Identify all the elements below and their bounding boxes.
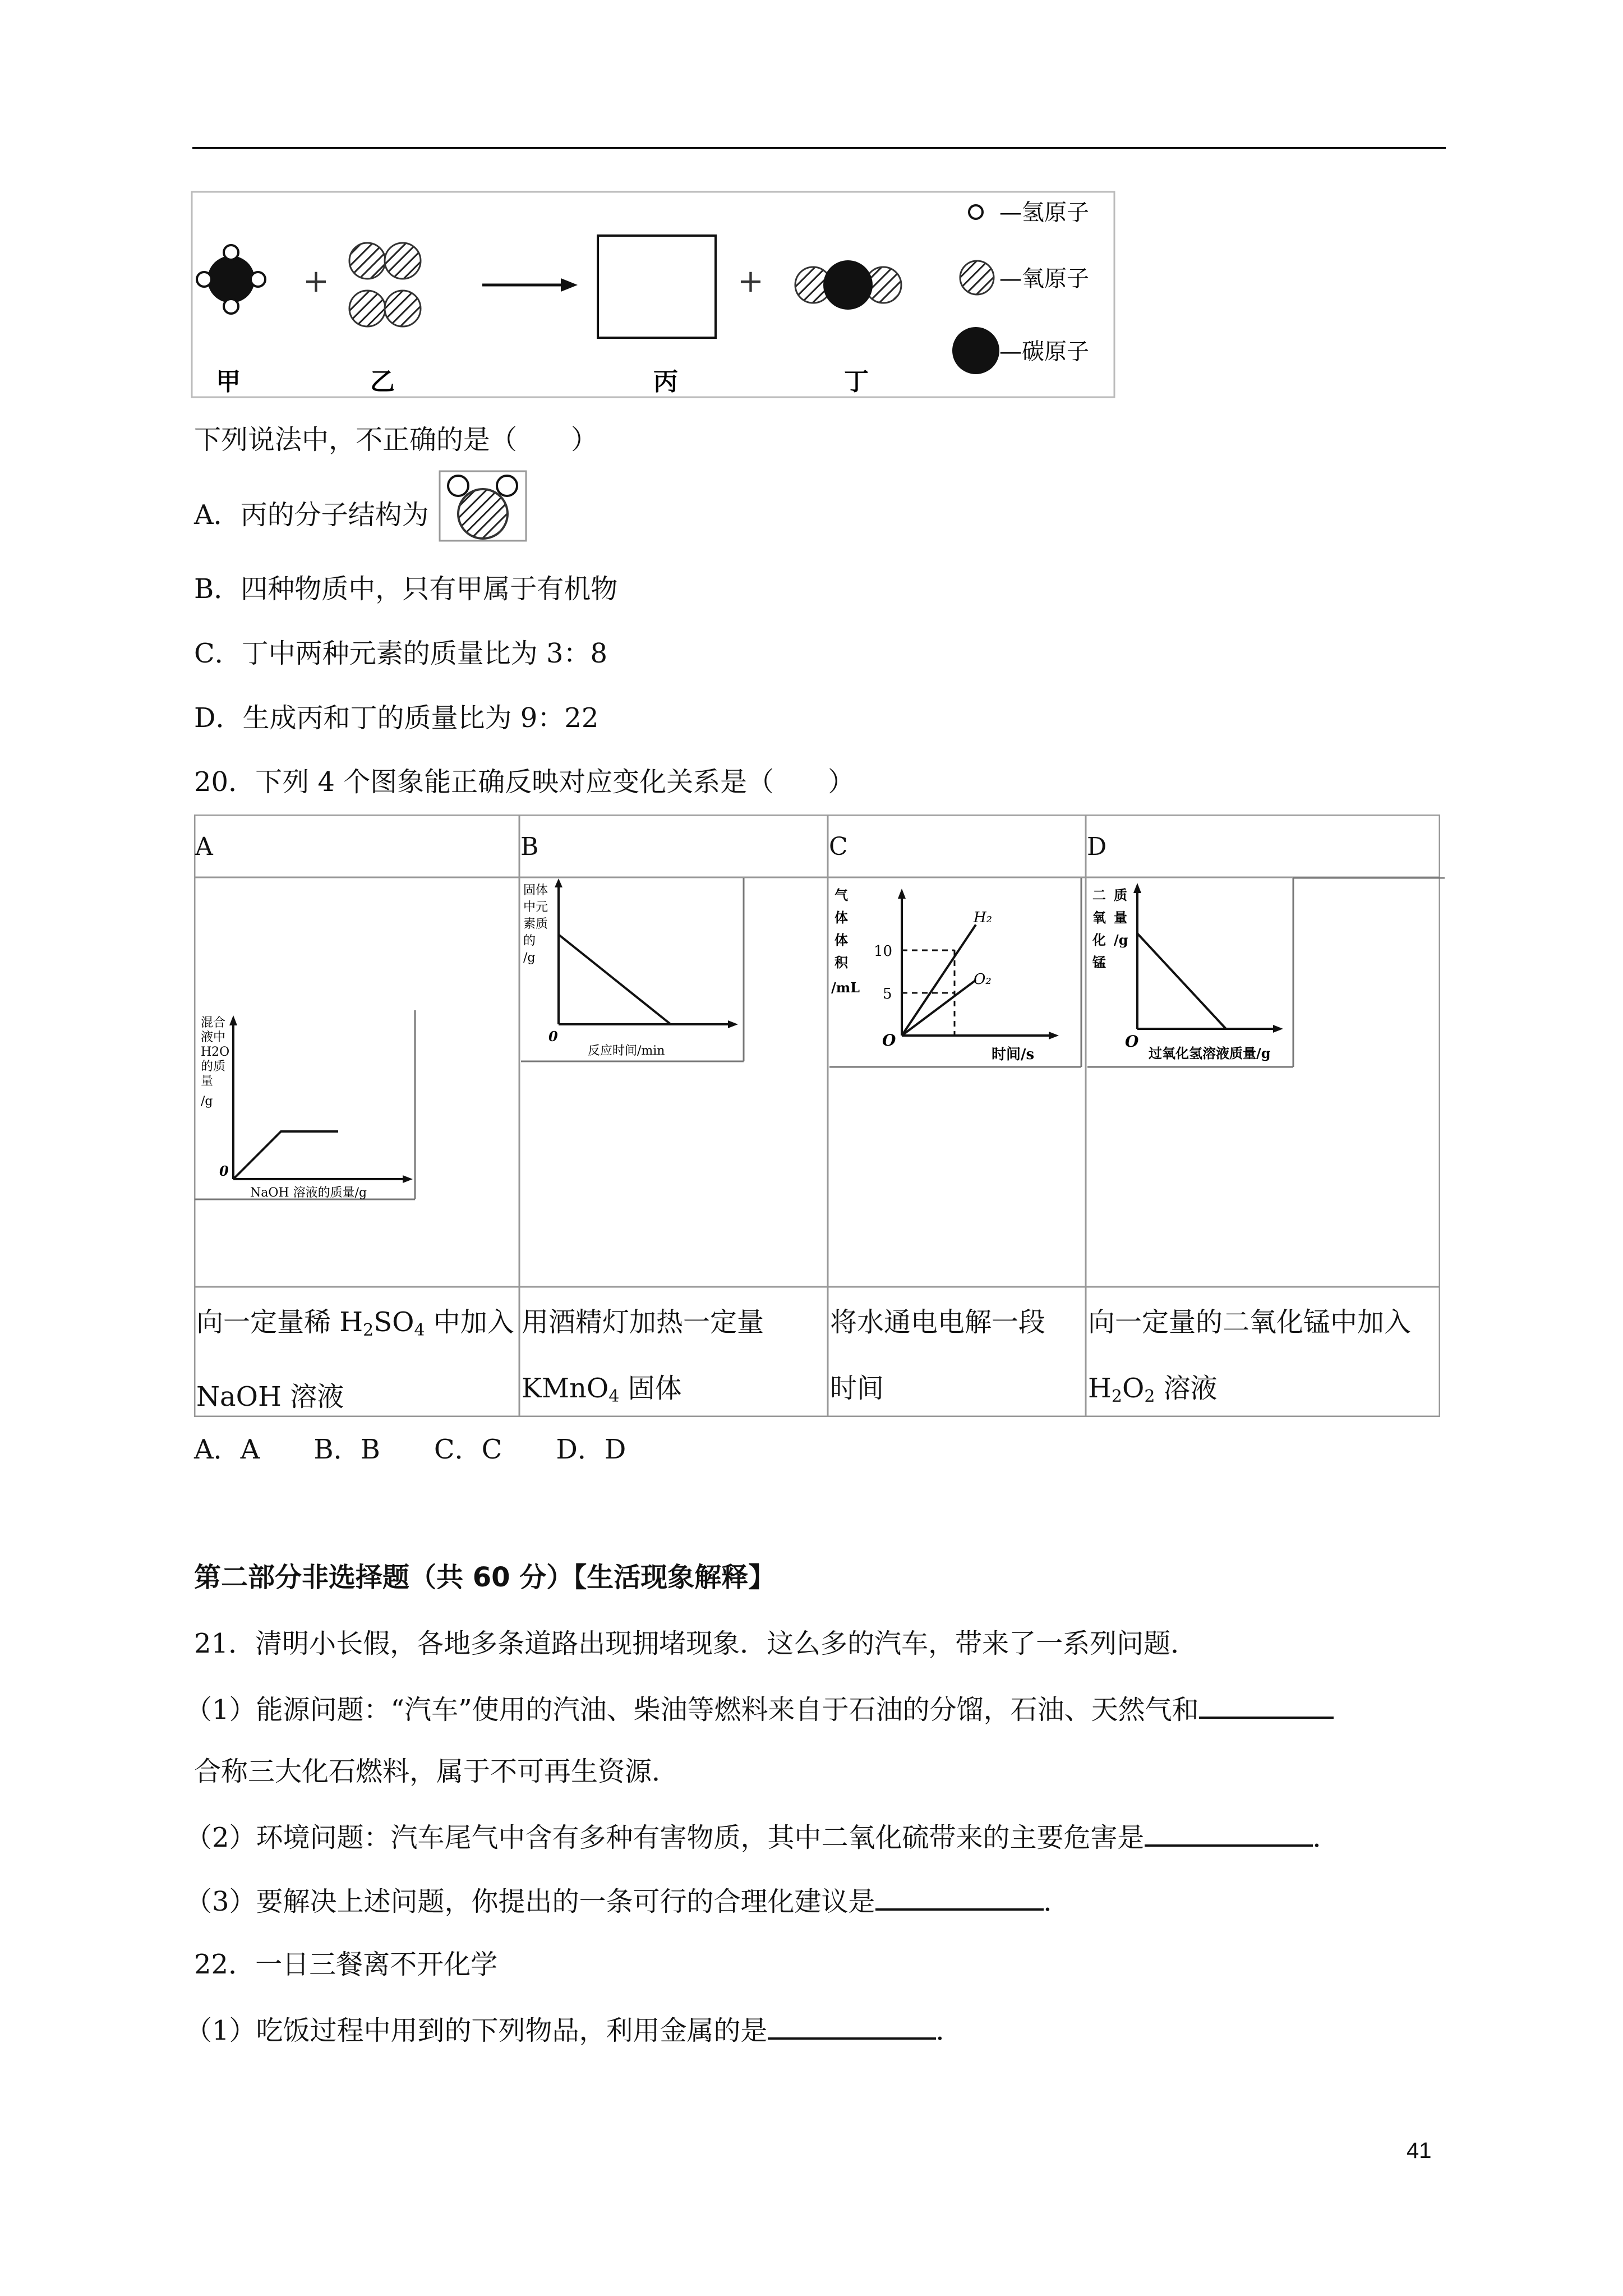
- label-jia: 甲: [216, 367, 241, 396]
- chart-b: [520, 877, 745, 1062]
- reaction-figure: [191, 191, 1116, 398]
- q19-option-b: B．四种物质中，只有甲属于有机物: [194, 573, 618, 605]
- svg-text:积: 积: [834, 954, 848, 970]
- carbon-atom-icon: [952, 327, 999, 374]
- h2-label: H₂: [974, 909, 993, 926]
- answer-blank[interactable]: [1145, 1820, 1313, 1847]
- series-line: [1137, 933, 1226, 1029]
- svg-text:质: 质: [1114, 887, 1127, 903]
- q20-answers: A．A B．B C．C D．D: [194, 1434, 626, 1465]
- svg-text:/g: /g: [201, 1094, 213, 1108]
- svg-text:丙: 丙: [653, 367, 678, 396]
- q19-option-d: D．生成丙和丁的质量比为 9：22: [194, 702, 599, 734]
- x-axis-label: 反应时间/min: [588, 1044, 665, 1058]
- chart-c: [829, 877, 1082, 1068]
- oxygen-molecules: [349, 243, 421, 326]
- empty-product-box: [598, 236, 716, 338]
- svg-text:中元: 中元: [523, 900, 548, 914]
- caption-b: 用酒精灯加热一定量 KMnO$_4$ 固体: [522, 1306, 764, 1406]
- bing-molecule-structure: [439, 470, 527, 542]
- col-a-label: A: [195, 832, 213, 861]
- y-axis-label: 气: [834, 887, 848, 903]
- svg-text:液中: 液中: [201, 1030, 226, 1045]
- svg-text:O: O: [1125, 1032, 1139, 1051]
- svg-text:乙: 乙: [370, 367, 395, 396]
- svg-text:氧: 氧: [1092, 909, 1106, 926]
- h2-series-line: [902, 924, 976, 1036]
- q22-stem: 22．一日三餐离不开化学: [194, 1949, 498, 1980]
- col-c-label: C: [829, 832, 848, 861]
- q19-stem: 下列说法中，不正确的是（ ）: [194, 424, 598, 455]
- hydrogen-atom-icon: [969, 205, 983, 219]
- col-d-label: D: [1087, 832, 1107, 861]
- chart-a: [194, 1010, 416, 1200]
- svg-text:H2O: H2O: [201, 1045, 230, 1059]
- svg-text:的质: 的质: [201, 1060, 226, 1074]
- q19-option-c: C．丁中两种元素的质量比为 3：8: [194, 638, 608, 669]
- svg-text:+: +: [737, 263, 764, 300]
- svg-text:化: 化: [1092, 932, 1106, 948]
- methane-molecule: [197, 245, 265, 314]
- q21-part3: （3）要解决上述问题，你提出的一条可行的合理化建议是 ．: [185, 1884, 1071, 1918]
- svg-text:素质: 素质: [523, 917, 548, 931]
- q19-option-a: A．丙的分子结构为: [194, 499, 429, 531]
- q21-part2: （2）环境问题：汽车尾气中含有多种有害物质，其中二氧化硫带来的主要危害是 ．: [185, 1820, 1340, 1855]
- q20-stem: 20．下列 4 个图象能正确反映对应变化关系是（ ）: [194, 766, 855, 798]
- oxygen-atom-icon: [960, 261, 994, 295]
- series-line: [559, 935, 671, 1024]
- carbon-dioxide-molecule: [795, 260, 901, 310]
- caption-d: 向一定量的二氧化锰中加入 $H_2O_2$ 溶液: [1088, 1306, 1412, 1406]
- x-axis-label: 过氧化氢溶液质量/g: [1149, 1045, 1271, 1061]
- svg-text:/mL: /mL: [831, 979, 860, 996]
- caption-a: 向一定量稀 $H_2SO_4$ 中加入 NaOH 溶液: [196, 1306, 514, 1412]
- o2-label: O₂: [974, 971, 992, 988]
- svg-text:量: 量: [1114, 909, 1127, 926]
- q21-stem: 21．清明小长假，各地多条道路出现拥堵现象．这么多的汽车，带来了一系列问题．: [194, 1628, 1198, 1659]
- chart-d: [1087, 877, 1446, 1068]
- svg-text:体: 体: [834, 909, 848, 926]
- svg-text:0: 0: [548, 1028, 558, 1045]
- svg-text:/g: /g: [523, 951, 536, 965]
- y-axis-label: 固体: [523, 884, 548, 898]
- answer-blank[interactable]: [875, 1884, 1044, 1911]
- svg-text:体: 体: [834, 932, 848, 948]
- svg-text:丁: 丁: [844, 367, 869, 396]
- q21-part1: （1）能源问题：“汽车”使用的汽油、柴油等燃料来自于石油的分馏，石油、天然气和: [185, 1692, 1334, 1727]
- answer-blank[interactable]: [768, 2013, 936, 2040]
- y-axis-label: 混合: [201, 1016, 226, 1030]
- col-b-label: B: [520, 832, 539, 861]
- ytick-5: 5: [883, 986, 892, 1002]
- svg-text:O: O: [882, 1031, 896, 1050]
- q22-part1: （1）吃饭过程中用到的下列物品，利用金属的是 ．: [185, 2013, 963, 2047]
- x-axis-label: 时间/s: [992, 1046, 1035, 1063]
- svg-text:锰: 锰: [1092, 954, 1106, 970]
- carbon-atom-legend-label: —碳原子: [999, 339, 1089, 365]
- caption-c: 将水通电电解一段 时间: [830, 1306, 1046, 1404]
- oxygen-atom-legend-label: —氧原子: [999, 266, 1089, 292]
- hydrogen-atom-legend-label: —氢原子: [999, 200, 1089, 226]
- part2-heading: 第二部分非选择题（共 60 分）【生活现象解释】: [194, 1562, 776, 1593]
- svg-text:量: 量: [201, 1074, 214, 1088]
- series-line: [233, 1131, 338, 1179]
- o2-series-line: [902, 980, 976, 1036]
- svg-text:的: 的: [523, 934, 536, 948]
- page-number: 41: [1407, 2138, 1432, 2163]
- ytick-10: 10: [874, 943, 893, 960]
- x-axis-label: NaOH 溶液的质量/g: [250, 1186, 367, 1200]
- answer-blank[interactable]: [1199, 1692, 1334, 1719]
- header-rule: [192, 147, 1446, 149]
- svg-text:/g: /g: [1114, 932, 1128, 948]
- svg-text:0: 0: [219, 1163, 229, 1179]
- y-axis-label: 二: [1092, 887, 1106, 903]
- q21-part1-cont: 合称三大化石燃料，属于不可再生资源．: [194, 1756, 679, 1787]
- svg-text:+: +: [303, 263, 329, 300]
